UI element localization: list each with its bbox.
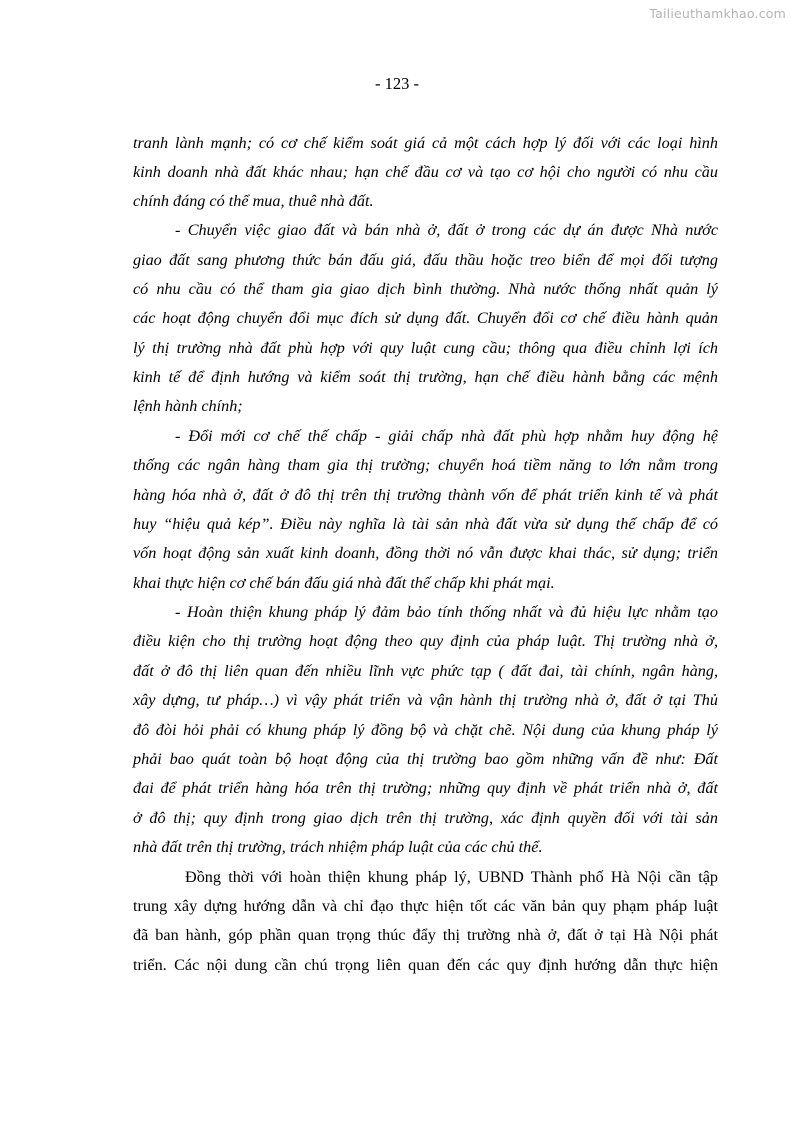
text-line: khai thực hiện cơ chế bán đấu giá nhà đất thế chấp khi phát mại. [133,574,555,592]
text-line: xây dựng, tư pháp…) vì vậy phát triển và vận hành thị trường nhà ở, đất ở tại Thủ [133,691,718,709]
text-line: các hoạt động chuyển đổi mục đích sử dụng đất. Chuyển đổi cơ chế điều hành quản [133,309,718,327]
text-line: lệnh hành chính; [133,397,243,415]
text-line: tranh lành mạnh; có cơ chế kiểm soát giá cả một cách hợp lý đối với các loại hình [133,134,718,152]
text-line: lý thị trường nhà đất phù hợp với quy luật cung cầu; thông qua điều chỉnh lợi ích [133,339,718,357]
text-line: kinh doanh nhà đất khác nhau; hạn chế đầu cơ và tạo cơ hội cho người có nhu cầu [133,163,718,181]
text-line: vốn hoạt động sản xuất kinh doanh, đồng thời nó vẫn được khai thác, sử dụng; triển [133,544,718,562]
text-line: đã ban hành, góp phần quan trọng thúc đẩy thị trường nhà ở, đất ở tại Hà Nội phát [133,926,718,944]
text-line: ở đô thị; quy định trong giao dịch trên thị trường, xác định quyền đối với tài sản [133,809,718,827]
text-line: triển. Các nội dung cần chú trọng liên quan đến các quy định hướng dẫn thực hiện [133,956,718,974]
text-line: phải bao quát toàn bộ hoạt động của thị trường bao gồm những vấn đề như: Đất [133,750,718,768]
text-line: có nhu cầu có thể tham gia giao dịch bình thường. Nhà nước thống nhất quản lý [133,280,718,298]
text-line: đai để phát triển hàng hóa trên thị trường; những quy định về phát triển nhà ở, đất [133,779,718,797]
text-line: - Đổi mới cơ chế thế chấp - giải chấp nhà đất phù hợp nhằm huy động hệ [175,427,718,445]
text-line: kinh tế để định hướng và kiểm soát thị trường, hạn chế điều hành bằng các mệnh [133,368,718,386]
text-line: hàng hóa nhà ở, đất ở đô thị trên thị trường thành vốn để phát triển kinh tế và phát [133,486,718,504]
text-line: nhà đất trên thị trường, trách nhiệm pháp luật của các chủ thể. [133,838,543,856]
text-line: đô đòi hỏi phải có khung pháp lý đồng bộ và chặt chẽ. Nội dung của khung pháp lý [133,721,718,739]
text-line: huy “hiệu quả kép”. Điều này nghĩa là tài sản nhà đất vừa sử dụng thế chấp để có [133,515,718,533]
text-line: - Chuyển việc giao đất và bán nhà ở, đất ở trong các dự án được Nhà nước [175,221,718,239]
watermark: Tailieuthamkhao.com [649,6,786,21]
text-line: Đồng thời với hoàn thiện khung pháp lý, UBND Thành phố Hà Nội cần tập [185,868,718,886]
text-line: trung xây dựng hướng dẫn và chỉ đạo thực hiện tốt các văn bản quy phạm pháp luật [133,897,718,915]
text-line: giao đất sang phương thức bán đấu giá, đấu thầu hoặc treo biển để mọi đối tượng [133,251,718,269]
text-line: thống các ngân hàng tham gia thị trường; chuyển hoá tiềm năng to lớn nằm trong [133,456,718,474]
page-number: - 123 - [375,74,419,93]
text-line: đất ở đô thị liên quan đến nhiều lĩnh vực phức tạp ( đất đai, tài chính, ngân hàng, [133,662,718,680]
text-line: chính đáng có thể mua, thuê nhà đất. [133,192,374,210]
text-line: điều kiện cho thị trường hoạt động theo quy định của pháp luật. Thị trường nhà ở, [133,632,718,650]
text-line: - Hoàn thiện khung pháp lý đảm bảo tính thống nhất và đủ hiệu lực nhằm tạo [175,603,718,621]
